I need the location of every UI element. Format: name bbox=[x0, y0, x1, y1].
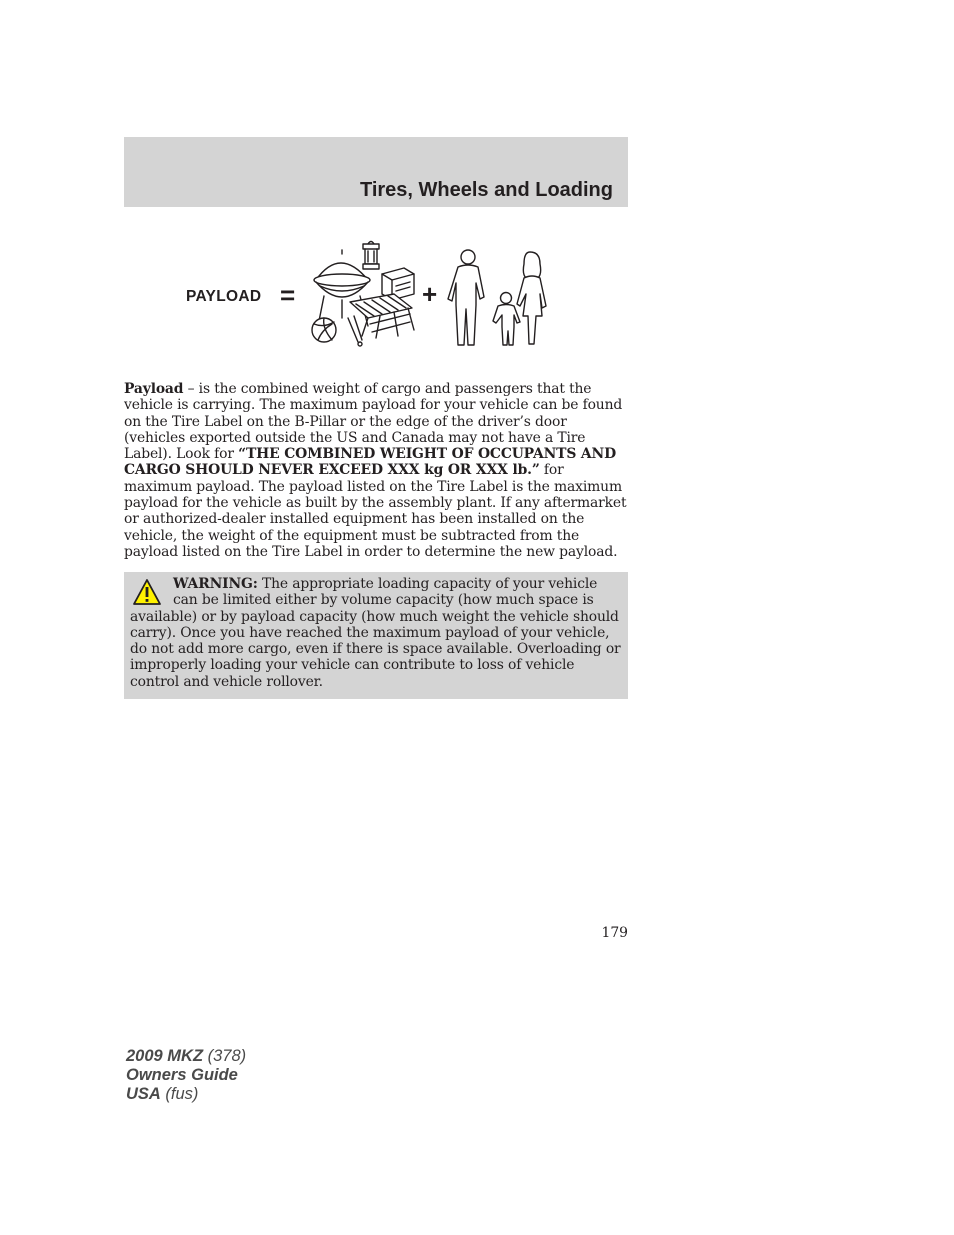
payload-term: Payload bbox=[124, 381, 184, 397]
footer-market: USA bbox=[126, 1085, 161, 1103]
payload-label: PAYLOAD bbox=[186, 288, 262, 305]
section-header-band bbox=[124, 137, 628, 207]
equals-sign: = bbox=[280, 280, 296, 310]
payload-text-1: – is the combined weight of cargo and passengers that the vehicle is carrying. The maximum payload for your vehicle can be found on the Tire Label on the B-Pillar or the edge of the driver’s door (vehicles exported outside the US and Canada may not have a Tire Label). Look for bbox=[124, 381, 623, 463]
document-footer bbox=[126, 1047, 246, 1104]
payload-definition-paragraph bbox=[124, 381, 628, 560]
cargo-items-icon bbox=[310, 236, 420, 348]
footer-market-code: (fus) bbox=[160, 1085, 199, 1103]
warning-text bbox=[130, 576, 622, 690]
section-title: Tires, Wheels and Loading bbox=[359, 179, 613, 201]
warning-label: WARNING: bbox=[173, 576, 258, 592]
footer-model: 2009 MKZ bbox=[126, 1047, 204, 1065]
payload-text-2: for maximum payload. The payload listed on the Tire Label is the maximum payload for the vehicle as built by the assembly plant. If any aftermarket or authorized-dealer installed equipment has been installed on the vehicle, the weight of the equipment must be subtracted from the payload listed on the Tire Label in order to determine the new payload. bbox=[124, 462, 627, 560]
plus-sign: + bbox=[422, 279, 438, 309]
payload-illustration bbox=[186, 236, 556, 351]
warning-body: The appropriate loading capacity of your vehicle can be limited either by volume capacity (how much space is available) or by payload capacity (how much weight the vehicle should carry). Once you have reached the maximum payload of your vehicle, do not add more cargo, even if there is space available. Overloading or improperly loading your vehicle can contribute to loss of vehicle control and vehicle rollover. bbox=[130, 576, 621, 690]
page-number: 179 bbox=[601, 925, 628, 941]
warning-box bbox=[124, 572, 628, 699]
footer-guide: Owners Guide bbox=[126, 1066, 238, 1084]
footer-model-code: (378) bbox=[203, 1047, 247, 1065]
tire-label-quote: “THE COMBINED WEIGHT OF OCCUPANTS AND CARGO SHOULD NEVER EXCEED XXX kg OR XXX lb.” bbox=[124, 446, 616, 479]
family-passengers-icon bbox=[444, 248, 554, 348]
